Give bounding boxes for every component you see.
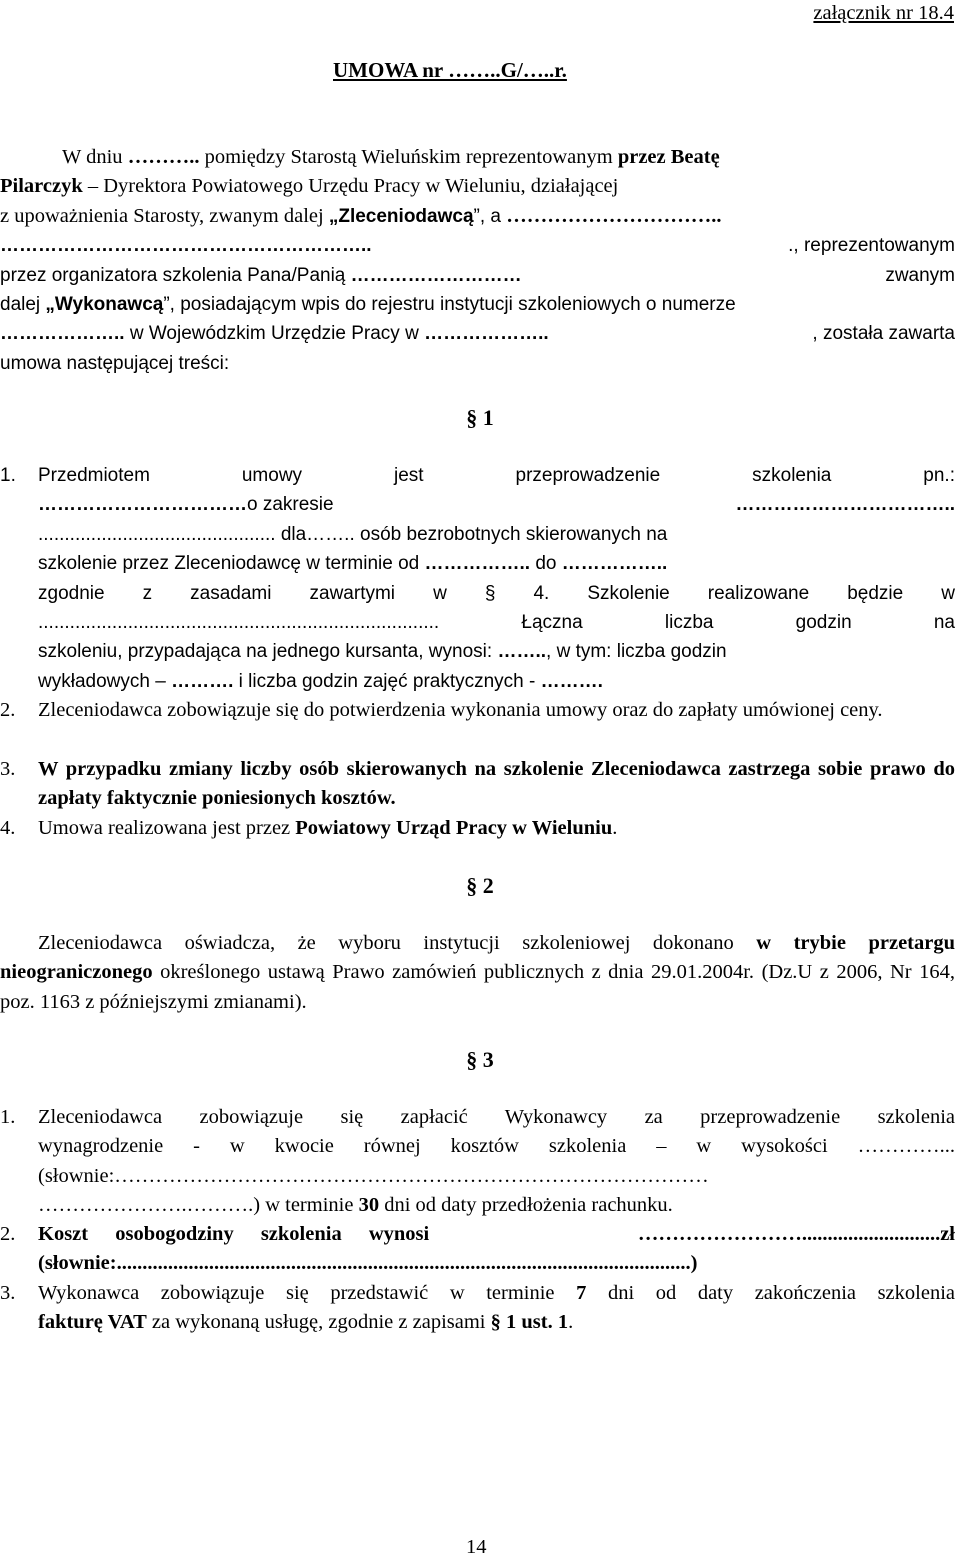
sec1-i1-line-5: zgodnie z zasadami zawartymi w § 4. Szkolenie realizowane będzie w (38, 582, 955, 604)
sec1-i1-line-8: wykładowych – ………. i liczba godzin zajęć praktycznych - ………. (38, 670, 603, 692)
sec1-item-4-text: Umowa realizowana jest przez Powiatowy Urząd Pracy w Wieluniu. (38, 817, 618, 839)
intro-line-4: ………………………………………………….. ., reprezentowanym (0, 235, 955, 257)
sec1-i1-line-6: ............................................................................ Łączna liczba godzin na (38, 612, 955, 634)
intro-line-5: przez organizatora szkolenia Pana/Panią ……………………… zwanym (0, 264, 955, 286)
sec3-item-1-number: 1. (0, 1106, 16, 1128)
sec3-i1-line-3: (słownie:…………………………………………………………………………… (38, 1164, 709, 1187)
sec1-item-2-number: 2. (0, 699, 16, 721)
sec3-i2-line-1: Koszt osobogodziny szkolenia wynosi ……………………...........................zł (38, 1223, 955, 1245)
sec1-item-2-text: Zleceniodawca zobowiązuje się do potwierdzenia wykonania umowy oraz do zapłaty umówionej ceny. (38, 699, 883, 721)
section-2-heading: § 2 (466, 873, 494, 898)
section-1-heading: § 1 (466, 405, 494, 430)
sec1-i1-line-2: …………………………… o zakresie …………………………….. (38, 494, 955, 516)
sec3-item-3-number: 3. (0, 1282, 16, 1304)
sec2-paragraph: Zleceniodawca oświadcza, że wyboru instytucji szkoleniowej dokonano w trybie przetargu nieograniczonego określonego ustawą Prawo zamówień publicznych z dnia 29.01.2004r. (Dz.U z 2006, Nr 164, poz. 1163 z późniejszymi zmianami). (0, 932, 955, 1013)
sec1-item-3-text: W przypadku zmiany liczby osób skierowanych na szkolenie Zleceniodawca zastrzega sobie prawo do zapłaty faktycznie poniesionych kosztów. (38, 758, 955, 810)
intro-line-6: dalej „Wykonawcą”, posiadającym wpis do rejestru instytucji szkoleniowych o numerze (0, 294, 736, 316)
sec3-item-2-text (38, 1220, 955, 1279)
sec3-i1-line-1: Zleceniodawca zobowiązuje się zapłacić Wykonawcy za przeprowadzenie szkolenia (38, 1106, 955, 1128)
sec1-i1-line-4: szkolenie przez Zleceniodawcę w terminie od …………….. do …………….. (38, 553, 668, 575)
sec1-item-1-number: 1. (0, 465, 16, 486)
sec1-i1-line-3: ............................................. dla…….. osób bezrobotnych skierowanych na (38, 523, 668, 545)
intro-line-8: umowa następującej treści: (0, 352, 230, 374)
sec1-item-3-number: 3. (0, 758, 16, 780)
intro-line-1: W dniu ……….. pomiędzy Starostą Wieluńskim reprezentowanym przez Beatę (62, 146, 720, 168)
sec3-i3-line-1: Wykonawca zobowiązuje się przedstawić w terminie 7 dni od daty zakończenia szkolenia (38, 1282, 955, 1304)
intro-paragraph (0, 143, 955, 378)
sec1-i1-line-1: Przedmiotem umowy jest przeprowadzenie szkolenia pn.: (38, 465, 955, 486)
attachment-label: załącznik nr 18.4 (813, 2, 954, 24)
contract-title: UMOWA nr ……..G/…..r. (333, 58, 567, 82)
section-3-heading: § 3 (466, 1047, 494, 1072)
intro-line-7: ……………….. w Wojewódzkim Urzędzie Pracy w ……………….. , została zawarta (0, 323, 955, 345)
sec3-i2-line-2: (słownie:................................................................................................................) (38, 1252, 698, 1275)
sec1-item-4-number: 4. (0, 817, 16, 839)
page-number: 14 (466, 1536, 487, 1558)
intro-line-2: Pilarczyk – Dyrektora Powiatowego Urzędu Pracy w Wieluniu, działającej (0, 175, 619, 198)
sec3-item-1-text (38, 1103, 955, 1221)
sec3-i1-line-4: ………………….……….) w terminie 30 dni od daty przedłożenia rachunku. (38, 1194, 673, 1217)
sec3-item-2-number: 2. (0, 1223, 16, 1245)
sec3-item-3-text (38, 1279, 955, 1338)
sec1-i1-line-7: szkoleniu, przypadająca na jednego kursanta, wynosi: …….., w tym: liczba godzin (38, 641, 727, 663)
sec3-i3-line-2: fakturę VAT za wykonaną usługę, zgodnie z zapisami § 1 ust. 1. (38, 1311, 574, 1334)
sec1-item-1-text (38, 461, 955, 696)
sec3-i1-line-2: wynagrodzenie - w kwocie równej kosztów szkolenia – w wysokości …………... (38, 1135, 955, 1158)
intro-line-3: z upoważnienia Starosty, zwanym dalej „Zleceniodawcą”, a ………………………….. (0, 204, 722, 227)
